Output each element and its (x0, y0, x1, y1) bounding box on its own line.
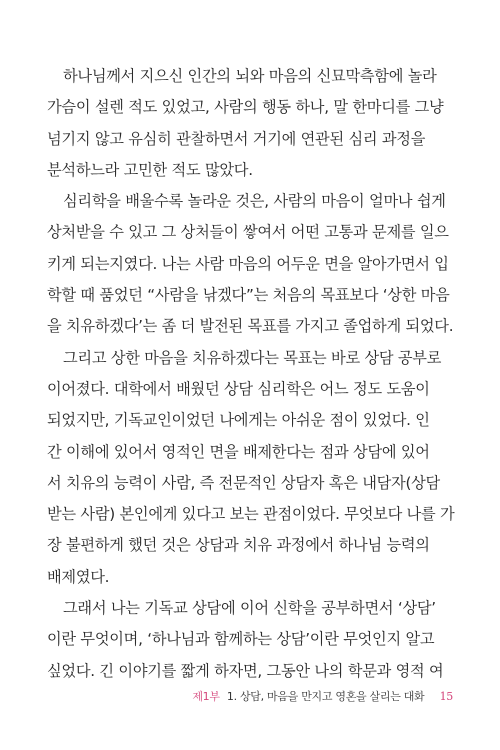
paragraph-line: 분석하느라 고민한 적도 많았다. (47, 160, 253, 179)
paragraph-line: 그리고 상한 마음을 치유하겠다는 목표는 바로 상담 공부로 (63, 348, 442, 367)
paragraph-line: 이란 무엇이며, ‘하나님과 함께하는 상담’이란 무엇인지 알고 (47, 630, 435, 649)
footer-part-label: 제1부 (192, 690, 220, 703)
paragraph-line: 싶었다. 긴 이야기를 짧게 하자면, 그동안 나의 학문과 영적 여 (47, 661, 444, 680)
paragraph-line: 그래서 나는 기독교 상담에 이어 신학을 공부하면서 ‘상담’ (63, 599, 436, 618)
paragraph-line: 받는 사람) 본인에게 있다고 보는 관점이었다. 무엇보다 나를 가 (47, 505, 455, 524)
paragraph-line: 키게 되는지였다. 나는 사람 마음의 어두운 면을 알아가면서 입 (47, 254, 449, 273)
page-number: 15 (439, 690, 453, 703)
paragraph-line: 되었지만, 기독교인이었던 나에게는 아쉬운 점이 있었다. 인 (47, 411, 430, 430)
footer-chapter-title: 1. 상담, 마음을 만지고 영혼을 살리는 대화 (226, 690, 425, 703)
paragraph-line: 하나님께서 지으신 인간의 뇌와 마음의 신묘막측함에 놀라 (63, 67, 437, 85)
paragraph-line: 학할 때 품었던 “사람을 낚겠다”는 처음의 목표보다 ‘상한 마음 (47, 286, 450, 305)
paragraph-line: 장 불편하게 했던 것은 상담과 치유 과정에서 하나님 능력의 (47, 536, 430, 555)
body-text (47, 61, 453, 687)
paragraph-line: 배제였다. (47, 567, 110, 586)
paragraph-line: 가슴이 설렌 적도 있었고, 사람의 행동 하나, 말 한마디를 그냥 (47, 98, 444, 117)
page-footer (0, 688, 453, 704)
paragraph-line: 심리학을 배울수록 놀라운 것은, 사람의 마음이 얼마나 쉽게 (63, 192, 446, 211)
paragraph-line: 간 이해에 있어서 영적인 면을 배제한다는 점과 상담에 있어 (47, 442, 430, 461)
paragraph-line: 이어졌다. 대학에서 배웠던 상담 심리학은 어느 정도 도움이 (47, 379, 430, 398)
paragraph-line: 상처받을 수 있고 그 상처들이 쌓여서 어떤 고통과 문제를 일으 (47, 223, 449, 242)
paragraph-line: 을 치유하겠다’는 좀 더 발전된 목표를 가지고 졸업하게 되었다. (47, 317, 454, 336)
paragraph-line: 서 치유의 능력이 사람, 즉 전문적인 상담자 혹은 내담자(상담 (47, 473, 440, 492)
paragraph-line: 넘기지 않고 유심히 관찰하면서 거기에 연관된 심리 과정을 (47, 129, 426, 148)
